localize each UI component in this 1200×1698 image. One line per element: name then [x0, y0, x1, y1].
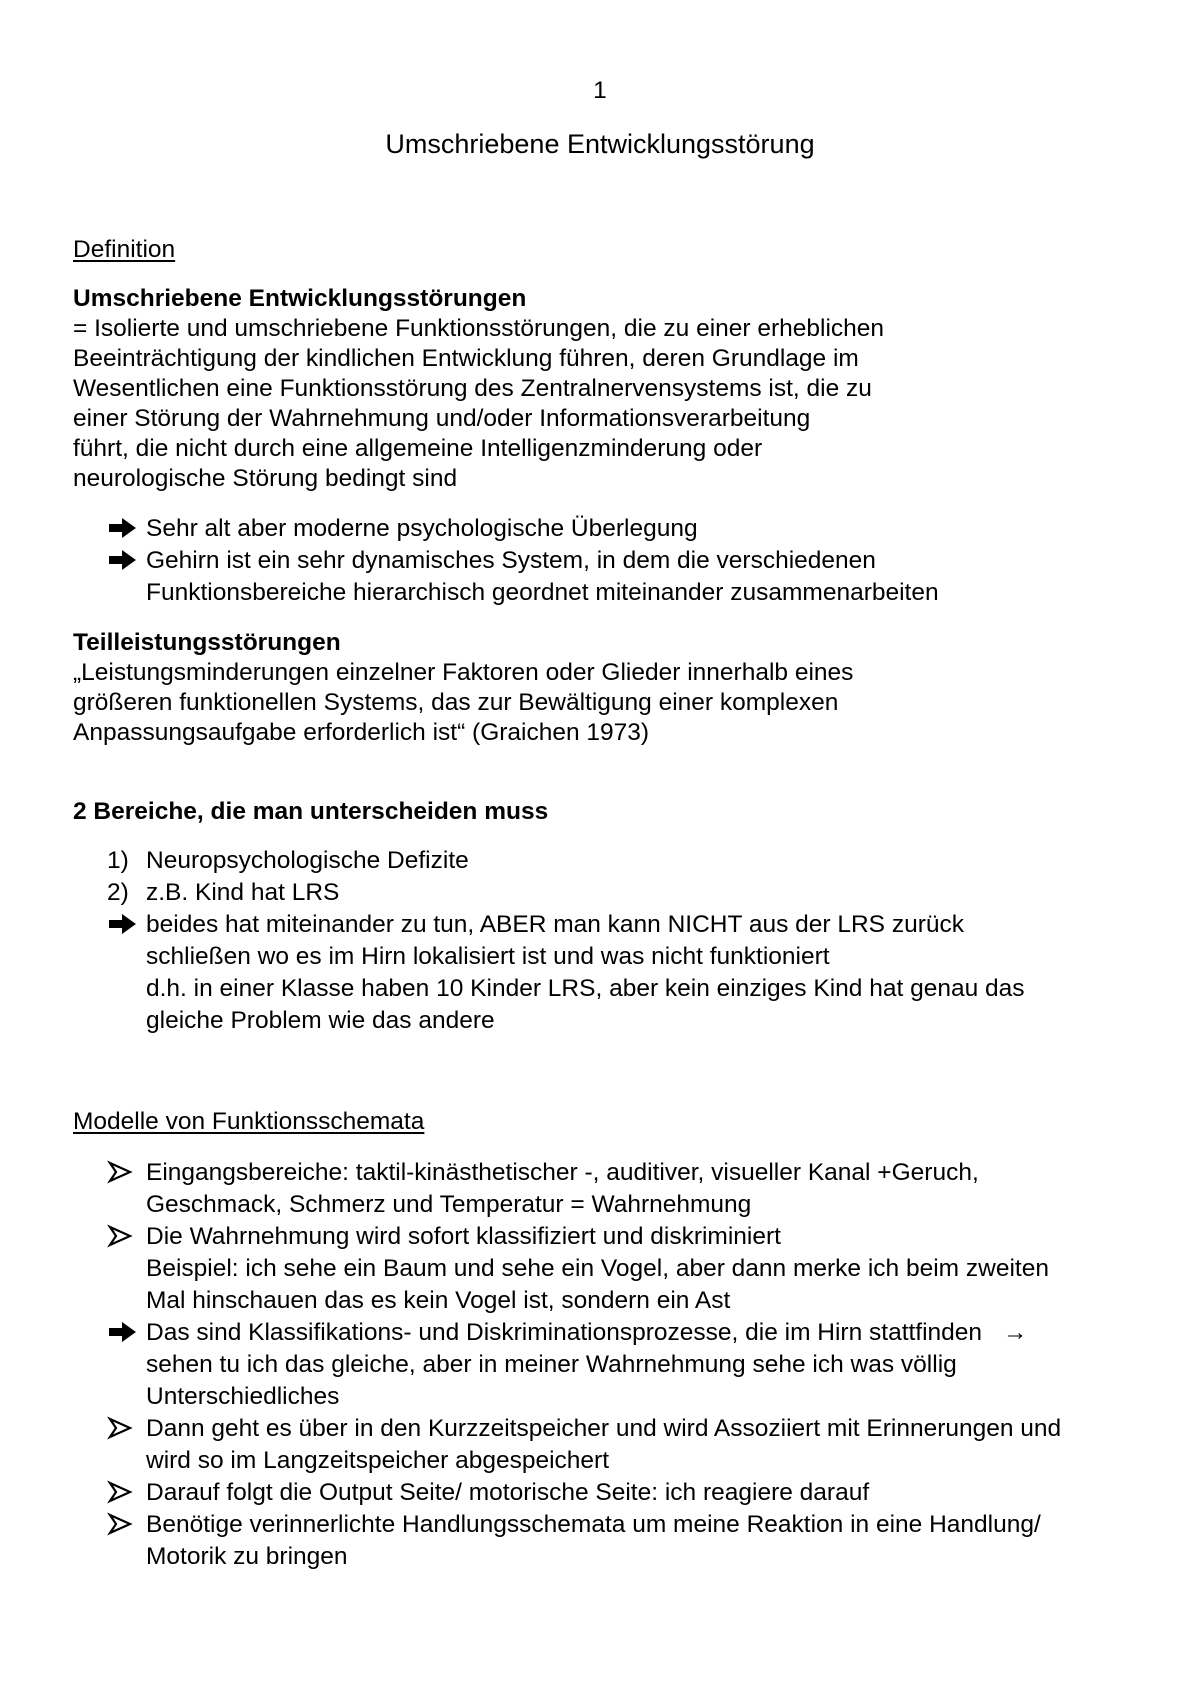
list-item-continuation: sehen tu ich das gleiche, aber in meiner Wahrnehmung sehe ich was völlig	[146, 1351, 957, 1378]
arrow-bullet-icon	[107, 514, 139, 544]
section-heading-bereiche: 2 Bereiche, die man unterscheiden muss	[73, 798, 549, 825]
list-item: Benötige verinnerlichte Handlungsschemata um meine Reaktion in eine Handlung/	[146, 1511, 1041, 1538]
list-item-continuation: schließen wo es im Hirn lokalisiert ist und was nicht funktioniert	[146, 943, 830, 970]
paragraph-line: „Leistungsminderungen einzelner Faktoren oder Glieder innerhalb eines	[73, 659, 854, 686]
list-item-text: Das sind Klassifikations- und Diskriminationsprozesse, die im Hirn stattfinden	[146, 1319, 983, 1346]
chevron-bullet-icon	[107, 1478, 133, 1508]
list-item: Dann geht es über in den Kurzzeitspeicher und wird Assoziiert mit Erinnerungen und	[146, 1415, 1062, 1442]
list-item-continuation: d.h. in einer Klasse haben 10 Kinder LRS, aber kein einziges Kind hat genau das	[146, 975, 1025, 1002]
arrow-bullet-icon	[107, 546, 139, 576]
list-item-continuation: Unterschiedliches	[146, 1383, 340, 1410]
list-item	[146, 1318, 1027, 1348]
list-item: Neuropsychologische Defizite	[146, 847, 469, 874]
paragraph-line: Wesentlichen eine Funktionsstörung des Zentralnervensystems ist, die zu	[73, 375, 872, 402]
section-heading-modelle: Modelle von Funktionsschemata	[73, 1108, 425, 1135]
list-item-continuation: gleiche Problem wie das andere	[146, 1007, 495, 1034]
chevron-bullet-icon	[107, 1222, 133, 1252]
list-item-continuation: Motorik zu bringen	[146, 1543, 348, 1570]
list-item-continuation: Beispiel: ich sehe ein Baum und sehe ein Vogel, aber dann merke ich beim zweiten	[146, 1255, 1049, 1282]
chevron-bullet-icon	[107, 1158, 133, 1188]
paragraph-line: neurologische Störung bedingt sind	[73, 465, 458, 492]
chevron-bullet-icon	[107, 1414, 133, 1444]
list-item: Darauf folgt die Output Seite/ motorische Seite: ich reagiere darauf	[146, 1479, 870, 1506]
list-item: z.B. Kind hat LRS	[146, 879, 340, 906]
list-item: Sehr alt aber moderne psychologische Überlegung	[146, 515, 698, 542]
paragraph-line: führt, die nicht durch eine allgemeine Intelligenzminderung oder	[73, 435, 763, 462]
list-item: Eingangsbereiche: taktil-kinästhetischer -, auditiver, visueller Kanal +Geruch,	[146, 1159, 979, 1186]
list-item-continuation: Funktionsbereiche hierarchisch geordnet miteinander zusammenarbeiten	[146, 579, 939, 606]
list-item-continuation: wird so im Langzeitspeicher abgespeichert	[146, 1447, 610, 1474]
arrow-bullet-icon	[107, 1318, 139, 1348]
list-item-continuation: Geschmack, Schmerz und Temperatur = Wahrnehmung	[146, 1191, 752, 1218]
term-heading: Umschriebene Entwicklungsstörungen	[73, 285, 527, 312]
list-item: beides hat miteinander zu tun, ABER man kann NICHT aus der LRS zurück	[146, 911, 964, 938]
page-title: Umschriebene Entwicklungsstörung	[385, 129, 815, 159]
paragraph-line: = Isolierte und umschriebene Funktionsstörungen, die zu einer erheblichen	[73, 315, 885, 342]
inline-arrow-icon: →	[1002, 1319, 1028, 1346]
list-item-continuation: Mal hinschauen das es kein Vogel ist, sondern ein Ast	[146, 1287, 731, 1314]
paragraph-line: Beeinträchtigung der kindlichen Entwicklung führen, deren Grundlage im	[73, 345, 859, 372]
paragraph-line: größeren funktionellen Systems, das zur Bewältigung einer komplexen	[73, 689, 839, 716]
page-number: 1	[593, 77, 607, 104]
list-item: Die Wahrnehmung wird sofort klassifiziert und diskriminiert	[146, 1223, 781, 1250]
section-heading-definition: Definition	[73, 236, 176, 263]
arrow-bullet-icon	[107, 910, 139, 940]
list-item: Gehirn ist ein sehr dynamisches System, in dem die verschiedenen	[146, 547, 876, 574]
list-number: 2)	[107, 879, 129, 906]
paragraph-line: Anpassungsaufgabe erforderlich ist“ (Graichen 1973)	[73, 719, 650, 746]
paragraph-line: einer Störung der Wahrnehmung und/oder Informationsverarbeitung	[73, 405, 811, 432]
list-number: 1)	[107, 847, 129, 874]
term-heading: Teilleistungsstörungen	[73, 629, 341, 656]
chevron-bullet-icon	[107, 1510, 133, 1540]
